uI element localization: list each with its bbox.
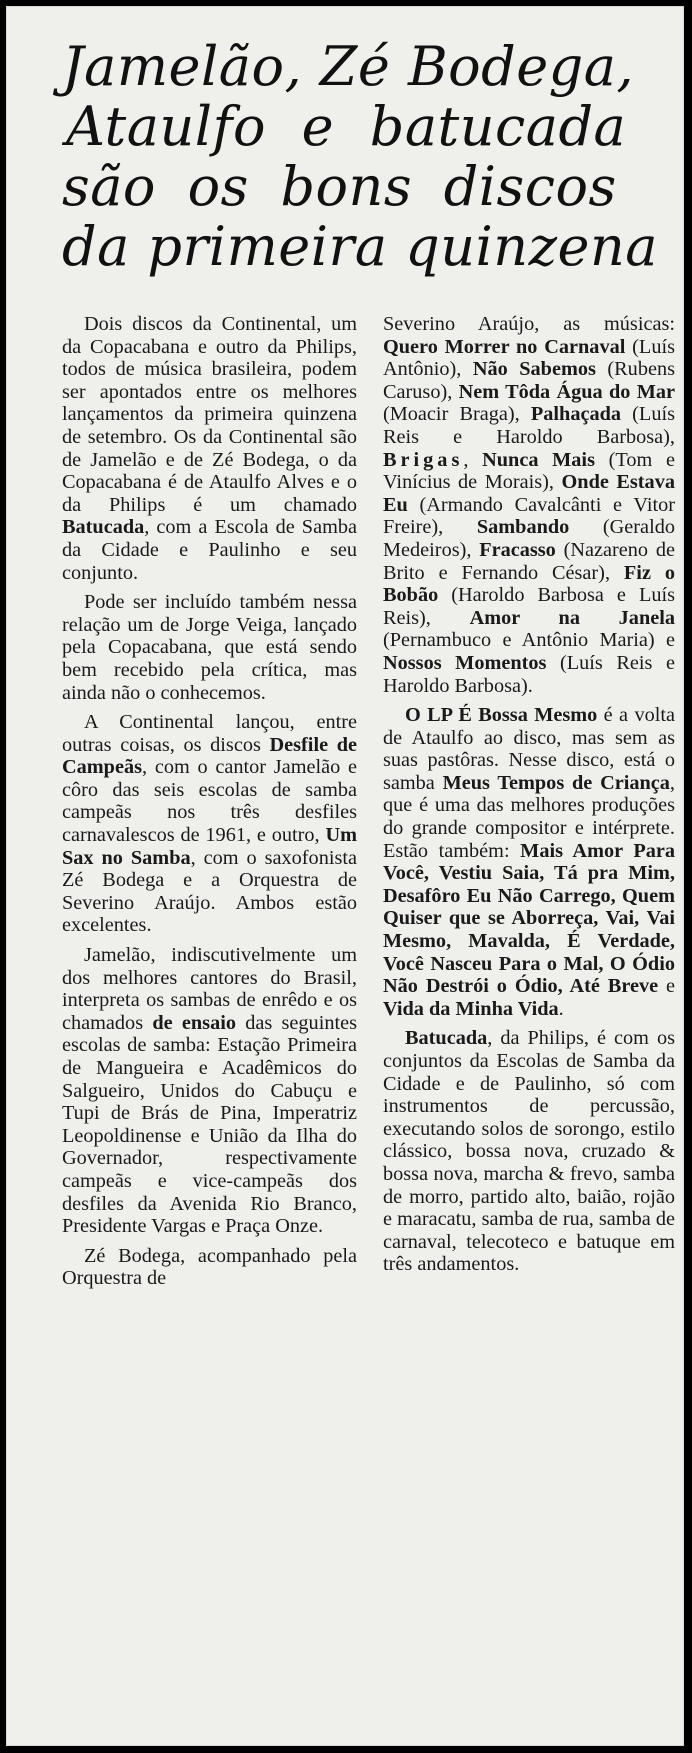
song-title: Amor na Janela (469, 606, 675, 629)
paragraph (62, 313, 357, 584)
text: Dois discos da Continental, um da Copacabana e outro da Philips, todos de música brasileira, podem ser apontados entre os melhores lançamentos da primeira quinzena de setembro. Os da Continental são de Jamelão e de Zé Bodega, o da Copacabana é de Ataulfo Alves e o da Philips é um chamado (62, 313, 357, 516)
paragraph (62, 711, 357, 937)
album-title: Batucada (405, 1027, 488, 1050)
text: , com o cantor Jamelão e côro das seis escolas de samba campeãs nos três desfiles carnavalescos de 1961, e outro, (62, 756, 357, 847)
album-title: Desfile de Campeãs (62, 733, 358, 779)
text: é a volta de Ataulfo ao disco, mas sem as suas pastôras. Nesse disco, está o samba (383, 704, 675, 794)
text: (Armando Cavalcânti e Vitor Freire), (383, 493, 675, 539)
text: , (463, 448, 483, 471)
text: , com o saxofonista Zé Bodega e a Orquestra de Severino Araújo. Ambos estão excelentes. (62, 846, 357, 937)
song-title: Quero Morrer no Carnaval (383, 335, 626, 358)
paragraph (383, 704, 675, 1020)
left-column (62, 313, 357, 1297)
text: (Rubens Caruso), (383, 358, 675, 403)
text: e (658, 975, 676, 998)
text: (Nazareno de Brito e Fernando César), (383, 538, 675, 584)
song-title: Meus Tempos de Criança (442, 771, 670, 794)
text: , com a Escola de Samba da Cidade e Paulinho e seu conjunto. (62, 516, 357, 584)
song-title: Nossos Momentos (383, 651, 547, 674)
album-title: Batucada (62, 516, 145, 539)
text: (Moacir Braga), (383, 403, 531, 426)
text: das seguintes escolas de samba: Estação Primeira de Mangueira e Acadêmicos do Salgueiro, Unidos do Cabuçu e Tupi de Brás de Pina, Imperatriz Leopoldinense e União da Ilha do Governador, respectivamente campeãs e vice-campeãs dos desfiles da Avenida Rio Branco, Presidente Vargas e Praça Onze. (62, 1011, 357, 1238)
paragraph: Pode ser incluído também nessa relação um de Jorge Veiga, lançado pela Copacabana, que está sendo bem recebido pela crítica, mas ainda não o conhecemos. (62, 591, 357, 704)
song-title: Vida da Minha Vida (383, 997, 559, 1020)
text: . (558, 997, 564, 1020)
text: (Tom e Vinícius de Morais), (383, 448, 675, 494)
text: (Haroldo Barbosa e Luís Reis), (383, 584, 675, 629)
song-title: Não Sabemos (472, 358, 596, 381)
article-headline (62, 37, 662, 277)
text: (Luís Reis e Haroldo Barbosa). (383, 651, 675, 697)
text: , da Philips, é com os conjuntos da Escolas de Samba da Cidade e de Paulinho, só com instrumentos de percussão, executando solos de sorongo, estilo clássico, bossa nova, cruzado & bossa nova, marcha & frevo, samba de morro, partido alto, baião, rojão e maracatu, samba de rua, samba de carnaval, telecoteco e batuque em três andamentos. (383, 1027, 675, 1276)
paragraph (383, 313, 675, 697)
song-title: Palhaçada (530, 403, 622, 426)
paragraph (383, 1027, 675, 1276)
newspaper-clipping (6, 6, 684, 1746)
song-title: Fiz o Bobão (383, 561, 675, 607)
headline-line-4: da primeira quinzena (62, 215, 658, 278)
text: (Luís Antônio), (383, 335, 675, 381)
paragraph (62, 944, 357, 1238)
song-title: Brigas (383, 448, 464, 471)
album-title: O LP É Bossa Mesmo (405, 704, 598, 727)
song-title: Nunca Mais (482, 448, 595, 471)
song-title: Sambando (476, 516, 570, 539)
emphasis: de ensaio (152, 1011, 236, 1034)
text: Jamelão, indiscutivelmente um dos melhores cantores do Brasil, interpreta os sambas de enrêdo e os chamados (62, 944, 357, 1034)
song-list: Mais Amor Para Você, Vestiu Saia, Tá pra Mim, Desafôro Eu Não Carrego, Quem Quiser que se Aborreça, Vai, Vai Mesmo, Mavalda, É Verdade, Você Nasceu Para o Mal, O Ódio Não Destrói o Ódio, Até Breve (383, 839, 675, 998)
song-title: Fracasso (479, 538, 556, 561)
text: Severino Araújo, as músicas: (383, 313, 675, 335)
paragraph: Zé Bodega, acompanhado pela Orquestra de (62, 1244, 357, 1290)
right-column (383, 313, 675, 1283)
text: (Pernambuco e Antônio Maria) e (383, 629, 675, 652)
album-title: Um Sax no Samba (62, 824, 357, 869)
text: , que é uma das melhores produções do grande compositor e intérprete. Estão também: (383, 771, 675, 862)
text: (Geraldo Medeiros), (383, 516, 675, 561)
song-title: Onde Estava Eu (383, 471, 675, 516)
headline-line-2: Ataulfo e batucada (66, 95, 627, 158)
text: A Continental lançou, entre outras coisas, os discos (62, 711, 357, 756)
headline-line-3: são os bons discos (62, 155, 617, 218)
headline-line-1: Jamelão, Zé Bodega, (62, 35, 635, 98)
text: (Luís Reis e Haroldo Barbosa), (383, 403, 675, 448)
song-title: Nem Tôda Água do Mar (458, 380, 675, 403)
